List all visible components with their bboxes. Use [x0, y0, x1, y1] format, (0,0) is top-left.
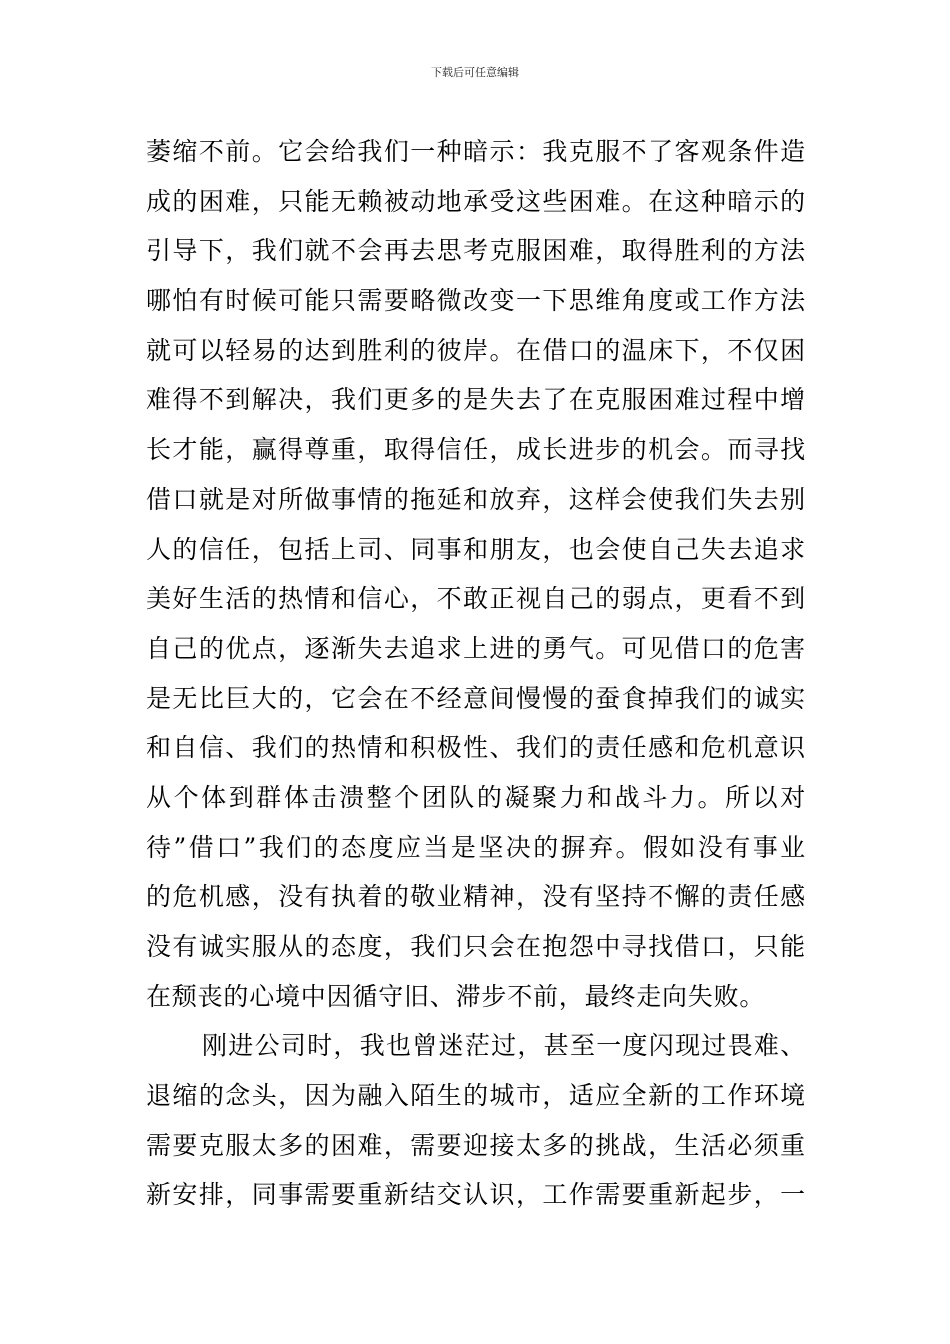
- text-line: 美好生活的热情和信心，不敢正视自己的弱点，更看不到: [146, 584, 806, 614]
- text-line: 借口就是对所做事情的拖延和放弃，这样会使我们失去别: [146, 484, 806, 514]
- text-line: 人的信任，包括上司、同事和朋友，也会使自己失去追求: [146, 534, 806, 564]
- text-line: 从个体到群体击溃整个团队的凝聚力和战斗力。所以对: [146, 782, 806, 812]
- text-line: 新安排，同事需要重新结交认识，工作需要重新起步，一: [146, 1180, 806, 1210]
- text-line: 在颓丧的心境中因循守旧、滞步不前，最终走向失败。: [146, 981, 766, 1011]
- text-line: 刚进公司时，我也曾迷茫过，甚至一度闪现过畏难、: [202, 1031, 806, 1061]
- text-line: 待”借口”我们的态度应当是坚决的摒弃。假如没有事业: [146, 832, 806, 862]
- text-line: 需要克服太多的困难，需要迎接太多的挑战，生活必须重: [146, 1130, 806, 1160]
- text-line: 的危机感，没有执着的敬业精神，没有坚持不懈的责任感: [146, 882, 806, 912]
- text-line: 哪怕有时候可能只需要略微改变一下思维角度或工作方法: [146, 286, 806, 316]
- text-line: 引导下，我们就不会再去思考克服困难，取得胜利的方法: [146, 236, 806, 266]
- text-line: 是无比巨大的，它会在不经意间慢慢的蚕食掉我们的诚实: [146, 683, 806, 713]
- document-body: [146, 127, 806, 1220]
- text-line: 和自信、我们的热情和积极性、我们的责任感和危机意识: [146, 733, 806, 763]
- text-line: 成的困难，只能无赖被动地承受这些困难。在这种暗示的: [146, 186, 806, 216]
- text-line: 长才能，赢得尊重，取得信任，成长进步的机会。而寻找: [146, 435, 806, 465]
- text-line: 没有诚实服从的态度，我们只会在抱怨中寻找借口，只能: [146, 932, 806, 961]
- text-line: 自己的优点，逐渐失去追求上进的勇气。可见借口的危害: [146, 633, 806, 663]
- text-line: 萎缩不前。它会给我们一种暗示：我克服不了客观条件造: [146, 137, 806, 166]
- page-header: 下载后可任意编辑: [431, 66, 519, 79]
- text-line: 就可以轻易的达到胜利的彼岸。在借口的温床下，不仅困: [146, 335, 806, 365]
- text-line: 难得不到解决，我们更多的是失去了在克服困难过程中增: [146, 385, 806, 415]
- text-line: 退缩的念头，因为融入陌生的城市，适应全新的工作环境: [146, 1081, 806, 1111]
